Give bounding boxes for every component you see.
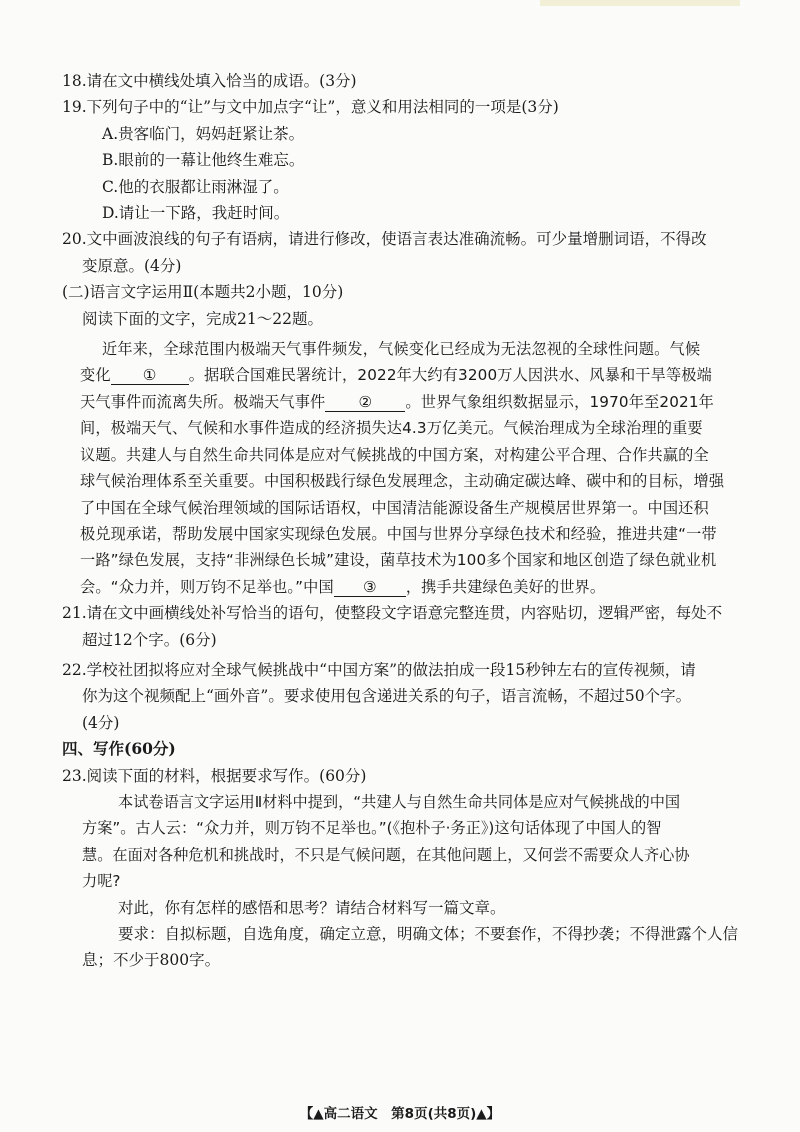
section-2-intro: 阅读下面的文字，完成21～22题。 <box>82 309 323 328</box>
blank-3: ③ <box>334 578 406 597</box>
passage-line-3 <box>62 389 762 415</box>
blank-2: ② <box>325 393 405 412</box>
blank-1: ① <box>111 366 189 385</box>
passage-text: ，携手共建绿色美好的世界。 <box>405 577 606 596</box>
writing-requirements-line2: 息；不少于800字。 <box>82 951 221 970</box>
question-18: 18.请在文中横线处填入恰当的成语。(3分) <box>62 72 357 90</box>
passage-text: 天气事件而流离失所。极端天气事件 <box>80 392 326 411</box>
question-23-stem: 23.阅读下面的材料，根据要求写作。(60分) <box>62 766 367 785</box>
question-21-line1: 21.请在文中画横线处补写恰当的语句，使整段文字语意完整连贯，内容贴切，逻辑严密，每处不 <box>62 604 723 623</box>
scan-edge-tint <box>540 0 740 6</box>
passage-line-4: 间，极端天气、气候和水事件造成的经济损失达4.3万亿美元。气候治理成为全球治理的重要 <box>80 419 703 438</box>
page-content <box>62 68 762 974</box>
material-line-3: 慧。在面对各种危机和挑战时，不只是气候问题，在其他问题上，又何尝不需要众人齐心协 <box>82 845 690 864</box>
writing-requirements-line1: 要求：自拟标题，自选角度，确定立意，明确文体；不要套作，不得抄袭；不得泄露个人信 <box>118 925 739 943</box>
material-line-4: 力呢? <box>82 872 121 891</box>
question-22-line1: 22.学校社团拟将应对全球气候挑战中“中国方案”的做法拍成一段15秒钟左右的宣传视频，请 <box>62 660 696 679</box>
passage-text: 变化 <box>80 366 111 385</box>
passage-line-8: 极兑现承诺，帮助发展中国家实现绿色发展。中国与世界分享绿色技术和经验，推进共建“一带 <box>80 524 717 543</box>
passage-text: 。世界气象组织数据显示，1970年至2021年 <box>405 392 714 411</box>
passage-line-9: 一路”绿色发展，支持“非洲绿色长城”建设，菌草技术为100多个国家和地区创造了绿色就业机 <box>80 551 717 570</box>
question-20-line2: 变原意。(4分) <box>82 256 182 275</box>
passage-line-6: 球气候治理体系至关重要。中国积极践行绿色发展理念，主动确定碳达峰、碳中和的目标，增强 <box>80 472 725 491</box>
material-line-1: 本试卷语言文字运用Ⅱ材料中提到，“共建人与自然生命共同体是应对气候挑战的中国 <box>118 792 681 811</box>
page-footer: 【▲高二语文 第8页(共8页)▲】 <box>299 1106 501 1122</box>
question-22-line2: 你为这个视频配上“画外音”。要求使用包含递进关系的句子，语言流畅，不超过50个字。 <box>82 687 692 706</box>
passage-text: 。据联合国难民署统计，2022年大约有3200万人因洪水、风暴和干旱等极端 <box>188 366 712 385</box>
passage-line-5: 议题。共建人与自然生命共同体是应对气候挑战的中国方案，对构建公平合理、合作共赢的全 <box>80 445 709 464</box>
material-line-2: 方案”。古人云：“众力并，则万钧不足举也。”(《抱朴子·务正》)这句话体现了中国人的智 <box>82 819 662 838</box>
passage-line-7: 了中国在全球气候治理领域的国际话语权，中国清洁能源设备生产规模居世界第一。中国还积 <box>80 498 709 517</box>
section-2-title: (二)语言文字运用Ⅱ(本题共2小题，10分) <box>62 283 344 302</box>
passage-line-2 <box>62 362 762 388</box>
section-4-title: 四、写作(60分) <box>62 739 176 759</box>
question-19-option-a: A.贵客临门，妈妈赶紧让茶。 <box>102 124 305 143</box>
question-19-option-b: B.眼前的一幕让他终生难忘。 <box>102 151 305 170</box>
question-19-option-d: D.请让一下路，我赶时间。 <box>102 204 290 223</box>
passage-line-1: 近年来，全球范围内极端天气事件频发，气候变化已经成为无法忽视的全球性问题。气候 <box>102 340 701 359</box>
question-20-line1: 20.文中画波浪线的句子有语病，请进行修改，使语言表达准确流畅。可少量增删词语，不得改 <box>62 230 707 249</box>
question-22-line3: (4分) <box>82 713 120 732</box>
passage-line-10 <box>62 574 762 600</box>
writing-prompt: 对此，你有怎样的感悟和思考？请结合材料写一篇文章。 <box>118 898 506 917</box>
question-21-line2: 超过12个字。(6分) <box>82 630 217 649</box>
question-19-option-c: C.他的衣服都让雨淋湿了。 <box>102 177 289 196</box>
question-19-stem: 19.下列句子中的“让”与文中加点字“让”，意义和用法相同的一项是(3分) <box>62 98 559 117</box>
passage-text: 会。“众力并，则万钧不足举也。”中国 <box>80 577 334 596</box>
